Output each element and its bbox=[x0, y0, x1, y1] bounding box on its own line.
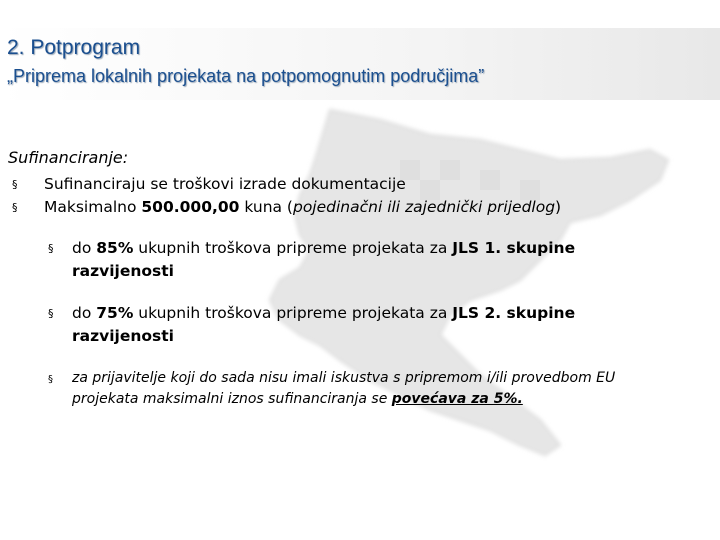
sub-list-item bbox=[8, 302, 708, 348]
percentage: 75% bbox=[96, 304, 134, 322]
group-label-cont: razvijenosti bbox=[72, 262, 174, 280]
group-label: JLS 1. skupine bbox=[452, 239, 576, 257]
group-label: JLS 2. skupine bbox=[452, 304, 576, 322]
section-heading: Sufinanciranje: bbox=[8, 148, 129, 167]
bullet-text: ) bbox=[555, 198, 562, 216]
sub-list-item bbox=[8, 237, 708, 283]
note-line1: za prijavitelje koji do sada nisu imali iskustva s pripremom i/ili provedbom EU bbox=[72, 370, 616, 386]
bullet-marker: § bbox=[48, 307, 54, 320]
bullet-marker: § bbox=[48, 374, 53, 385]
bullet-text: kuna ( bbox=[239, 198, 293, 216]
sub-bullet-text: do bbox=[72, 304, 97, 322]
sub-bullet-text: ukupnih troškova pripreme projekata za bbox=[133, 304, 453, 322]
slide-content bbox=[8, 148, 708, 410]
list-item bbox=[8, 196, 708, 219]
percentage: 85% bbox=[96, 239, 134, 257]
sub-bullet-text: ukupnih troškova pripreme projekata za bbox=[133, 239, 453, 257]
bullet-italic: pojedinačni ili zajednički prijedlog bbox=[292, 198, 556, 216]
max-amount: 500.000,00 bbox=[141, 198, 240, 216]
slide-subtitle: „Priprema lokalnih projekata na potpomognutim područjima” bbox=[7, 66, 485, 86]
bullet-marker: § bbox=[12, 201, 18, 214]
note-item bbox=[8, 368, 708, 410]
list-item bbox=[8, 173, 708, 196]
slide-title: 2. Potprogram bbox=[7, 36, 141, 59]
bullet-text: Maksimalno bbox=[44, 198, 142, 216]
bullet-marker: § bbox=[48, 242, 54, 255]
note-line2: projekata maksimalni iznos sufinanciranja se bbox=[72, 391, 392, 407]
group-label-cont: razvijenosti bbox=[72, 327, 174, 345]
bullet-marker: § bbox=[12, 178, 18, 191]
sub-bullet-text: do bbox=[72, 239, 97, 257]
note-emphasis: povećava za 5%. bbox=[391, 391, 523, 407]
bullet-text: Sufinanciraju se troškovi izrade dokumentacije bbox=[44, 175, 406, 193]
